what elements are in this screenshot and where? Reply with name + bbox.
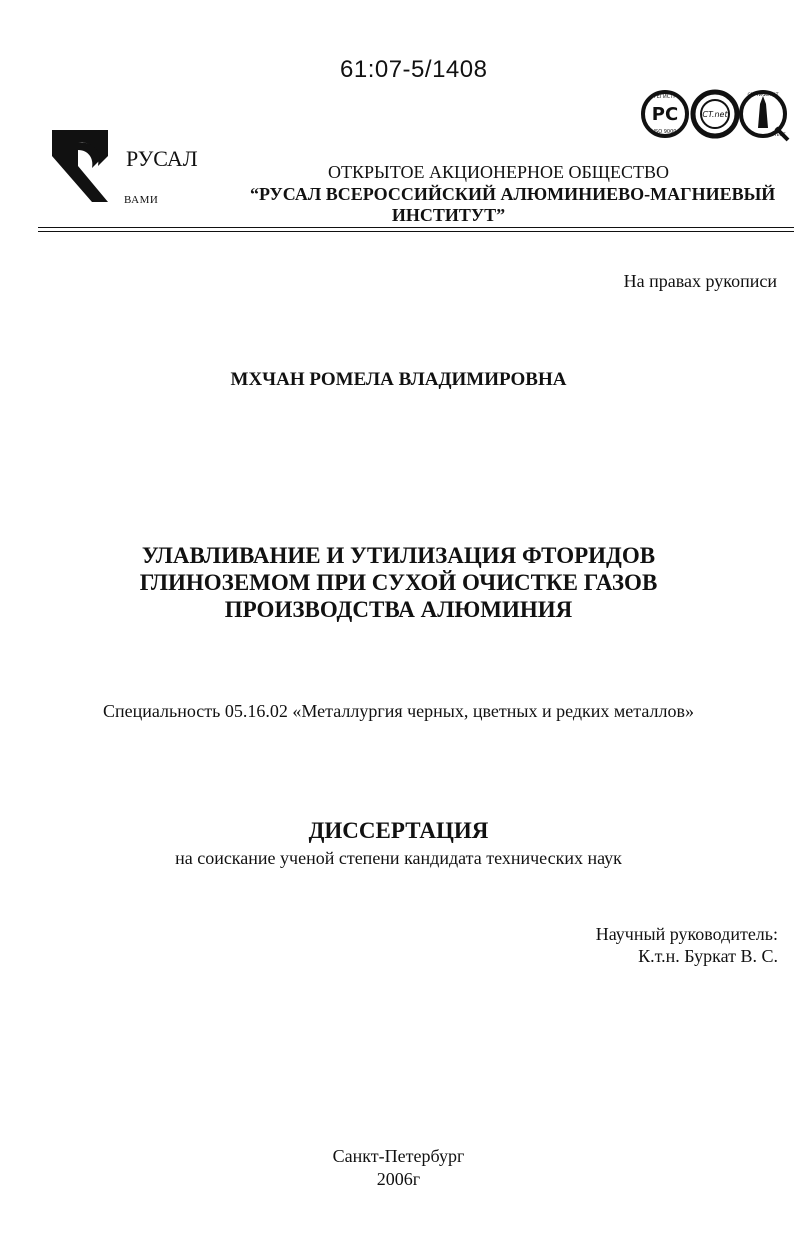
svg-text:ТЕСТ: ТЕСТ	[774, 133, 786, 138]
title-line: УЛАВЛИВАНИЕ И УТИЛИЗАЦИЯ ФТОРИДОВ	[141, 543, 656, 568]
brand-name: РУСАЛ	[126, 146, 198, 171]
dissertation-title	[0, 542, 797, 623]
org-name-line-3: ИНСТИТУТ”	[391, 205, 506, 225]
certification-marks-icon	[640, 84, 790, 144]
specialty: Специальность 05.16.02 «Металлургия черных, цветных и редких металлов»	[102, 701, 694, 721]
supervisor-name: К.т.н. Буркат В. С.	[638, 946, 778, 966]
degree-line: на соискание ученой степени кандидата технических наук	[175, 848, 622, 868]
work-type: ДИССЕРТАЦИЯ	[308, 818, 489, 843]
svg-text:ISO 9000: ISO 9000	[653, 129, 677, 135]
header-divider-thin	[38, 231, 794, 232]
org-name-line-2: “РУСАЛ ВСЕРОССИЙСКИЙ АЛЮМИНИЕВО-МАГНИЕВЫЙ	[250, 184, 776, 204]
brand-subtitle: ВАМИ	[124, 194, 159, 206]
rights-note: На правах рукописи	[623, 271, 777, 291]
svg-text:CT.net: CT.net	[702, 110, 728, 119]
svg-text:РЕГИСТР: РЕГИСТР	[653, 94, 677, 100]
org-name-line-1: ОТКРЫТОЕ АКЦИОНЕРНОЕ ОБЩЕСТВО	[328, 162, 669, 182]
document-code: 61:07-5/1408	[340, 56, 488, 83]
author-name: МХЧАН РОМЕЛА ВЛАДИМИРОВНА	[230, 369, 567, 390]
title-line: ПРОИЗВОДСТВА АЛЮМИНИЯ	[224, 597, 573, 622]
title-line: ГЛИНОЗЕМОМ ПРИ СУХОЙ ОЧИСТКЕ ГАЗОВ	[139, 570, 658, 595]
header-divider	[38, 227, 794, 228]
city: Санкт-Петербург	[332, 1146, 465, 1166]
year: 2006г	[376, 1169, 421, 1189]
svg-text:СЕРТИФИКАТ: СЕРТИФИКАТ	[747, 93, 779, 98]
supervisor-label: Научный руководитель:	[595, 924, 778, 944]
svg-text:РС: РС	[651, 104, 679, 125]
